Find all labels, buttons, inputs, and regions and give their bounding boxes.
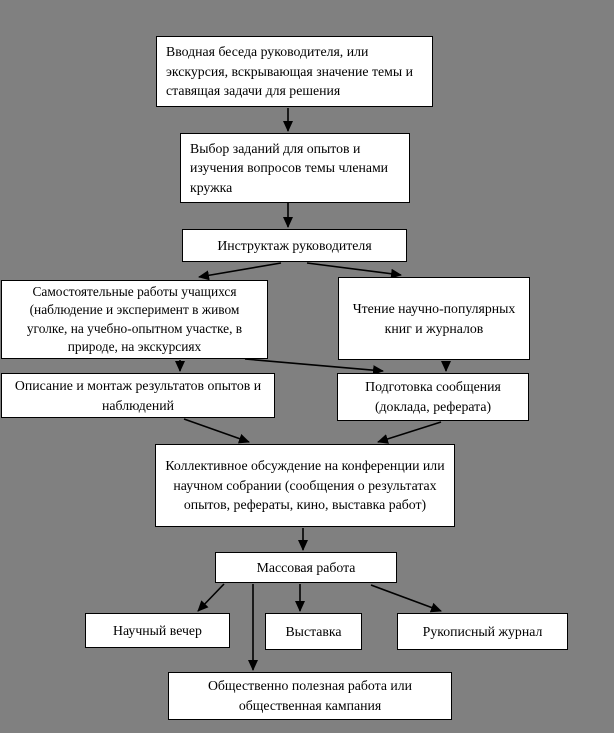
node-collective-discussion: Коллективное обсуждение на конференции или научном собрании (сообщения о результатах опытов, рефераты, кино, выставка работ) — [155, 444, 455, 527]
node-task-selection: Выбор заданий для опытов и изучения вопросов темы членами кружка — [180, 133, 410, 203]
node-independent-work: Самостоятельные работы учащихся (наблюдение и эксперимент в живом уголке, на учебно-опытном участке, в природе, на экскурсиях — [1, 280, 268, 359]
node-mass-work: Массовая работа — [215, 552, 397, 583]
arrow-briefing-to-reading — [307, 263, 401, 275]
node-exhibition: Выставка — [265, 613, 362, 650]
arrow-report_prep-to-discussion — [378, 422, 441, 442]
node-intro-talk: Вводная беседа руководителя, или экскурсия, вскрывающая значение темы и ставящая задачи для решения — [156, 36, 433, 107]
arrow-mass_work-to-science_evening — [198, 584, 224, 611]
node-public-work: Общественно полезная работа или общественная кампания — [168, 672, 452, 720]
arrow-independent_work-to-report_prep — [245, 359, 383, 371]
node-science-evening: Научный вечер — [85, 613, 230, 648]
node-reading: Чтение научно-популярных книг и журналов — [338, 277, 530, 360]
arrow-description-to-discussion — [184, 419, 249, 442]
node-briefing: Инструктаж руководителя — [182, 229, 407, 262]
arrow-briefing-to-independent_work — [199, 263, 281, 277]
arrow-mass_work-to-handwritten_journal — [371, 585, 441, 611]
node-handwritten-journal: Рукописный журнал — [397, 613, 568, 650]
node-results-description: Описание и монтаж результатов опытов и наблюдений — [1, 373, 275, 418]
node-report-preparation: Подготовка сообщения (доклада, реферата) — [337, 373, 529, 421]
